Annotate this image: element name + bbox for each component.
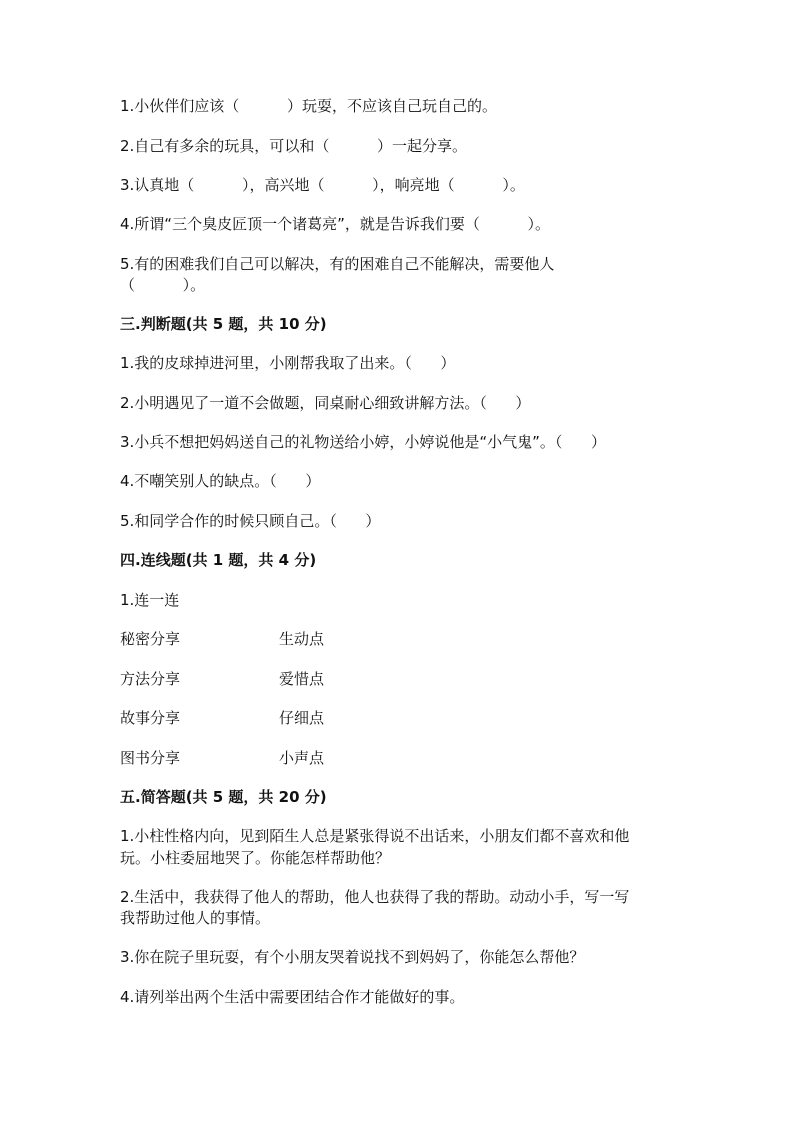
fill-blank-1: 1.小伙伴们应该（ ）玩耍，不应该自己玩自己的。 <box>120 97 497 115</box>
matching-right-item: 爱惜点 <box>279 670 325 688</box>
judgement-item-2: 2.小明遇见了一道不会做题，同桌耐心细致讲解方法。（ ） <box>120 394 531 412</box>
matching-left-item: 故事分享 <box>120 709 181 727</box>
judgement-item-1: 1.我的皮球掉进河里，小刚帮我取了出来。（ ） <box>120 354 456 372</box>
short-answer-1-line-2: 玩。小柱委屈地哭了。你能怎样帮助他？ <box>120 849 391 867</box>
short-answer-1-line-1: 1.小柱性格内向，见到陌生人总是紧张得说不出话来，小朋友们都不喜欢和他 <box>120 827 630 845</box>
judgement-item-3: 3.小兵不想把妈妈送自己的礼物送给小婷，小婷说他是“小气鬼”。（ ） <box>120 433 606 451</box>
fill-blank-5: 5.有的困难我们自己可以解决，有的困难自己不能解决，需要他人 <box>120 255 555 273</box>
matching-right-item: 仔细点 <box>279 709 325 727</box>
short-answer-2-line-2: 我帮助过他人的事情。 <box>120 909 271 927</box>
fill-blank-2: 2.自己有多余的玩具，可以和（ ）一起分享。 <box>120 137 467 155</box>
judgement-item-4: 4.不嘲笑别人的缺点。（ ） <box>120 472 321 490</box>
matching-left-item: 图书分享 <box>120 749 181 767</box>
matching-left-item: 秘密分享 <box>120 630 181 648</box>
fill-blank-5-continued: （ ）。 <box>120 276 206 294</box>
section-heading-matching: 四.连线题(共 1 题，共 4 分) <box>120 551 317 569</box>
section-heading-short-answer: 五.简答题(共 5 题，共 20 分) <box>120 788 327 806</box>
short-answer-3: 3.你在院子里玩耍，有个小朋友哭着说找不到妈妈了，你能怎么帮他？ <box>120 948 585 966</box>
matching-right-item: 生动点 <box>279 630 325 648</box>
fill-blank-3: 3.认真地（ ），高兴地（ ），响亮地（ ）。 <box>120 176 525 194</box>
fill-blank-4: 4.所谓“三个臭皮匠顶一个诸葛亮”，就是告诉我们要（ ）。 <box>120 215 551 233</box>
matching-question: 1.连一连 <box>120 591 180 609</box>
short-answer-4: 4.请列举出两个生活中需要团结合作才能做好的事。 <box>120 988 465 1006</box>
matching-left-item: 方法分享 <box>120 670 181 688</box>
matching-right-item: 小声点 <box>279 749 325 767</box>
section-heading-judgement: 三.判断题(共 5 题，共 10 分) <box>120 315 327 333</box>
short-answer-2-line-1: 2.生活中，我获得了他人的帮助，他人也获得了我的帮助。动动小手，写一写 <box>120 888 630 906</box>
judgement-item-5: 5.和同学合作的时候只顾自己。（ ） <box>120 512 381 530</box>
